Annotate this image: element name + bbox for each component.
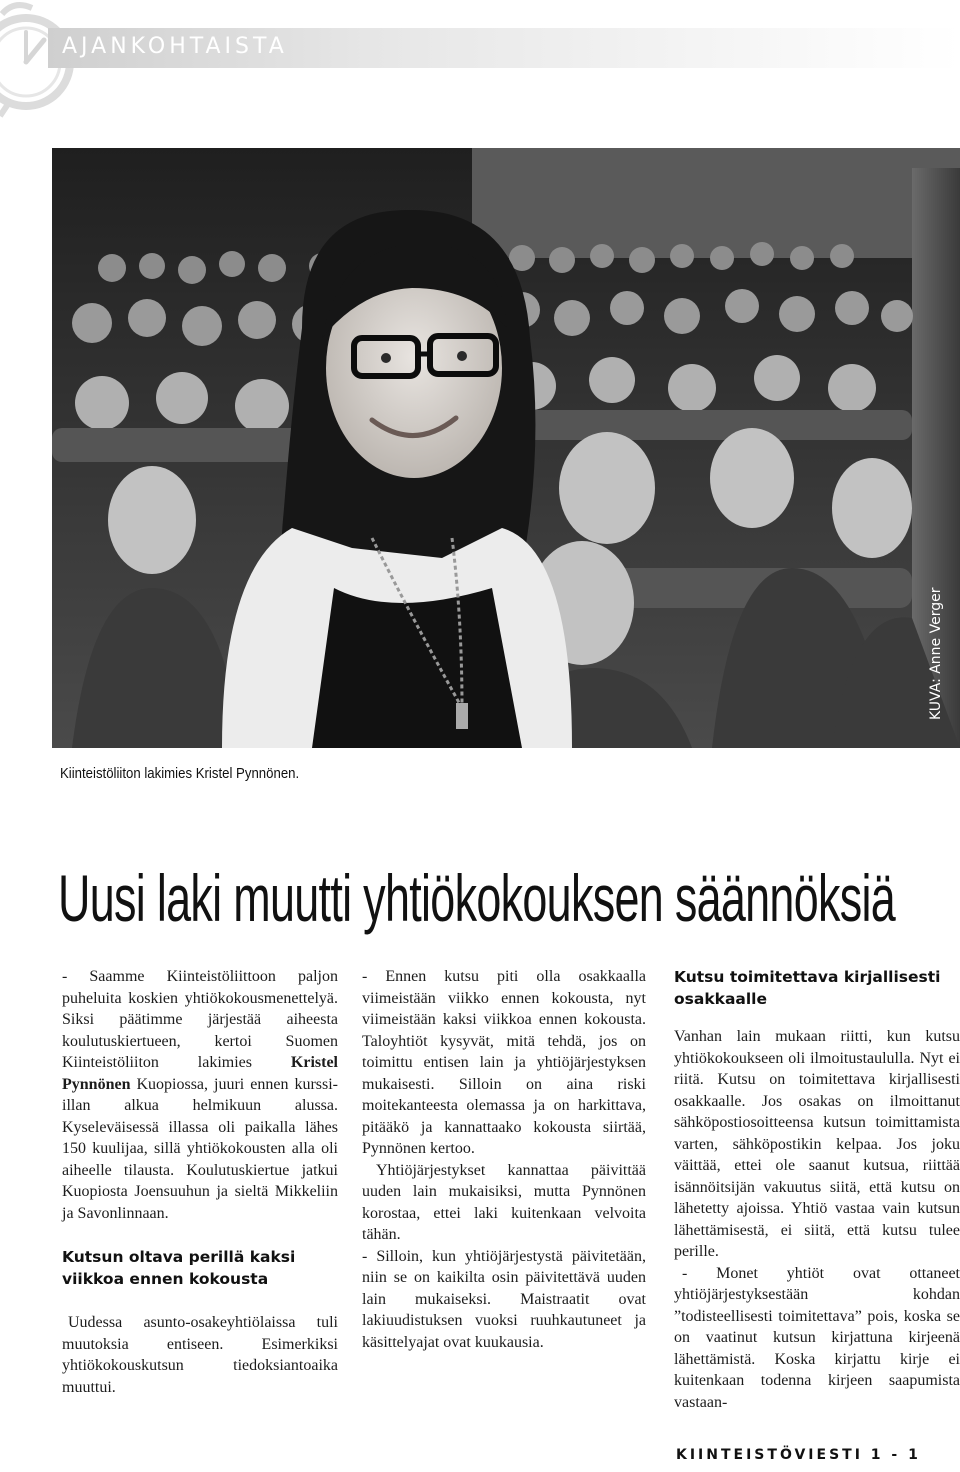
subheading: Kutsu toimitettava kirjallisesti osakkaalle — [674, 968, 941, 1008]
paragraph: - Saamme Kiinteistöliittoon paljon puheluita koskien yhtiökokousmenettelyä. Siksi päätimme järjestää aiheesta koulutuskiertueen, kertoi Suomen Kiinteistöliiton lakimies Kristel Pynnönen Kuopiossa, juuri ennen kurssi-illan alkua helmikuun alussa. Kyseleväisessä illassa oli paikalla lähes 150 kuulijaa, sillä yhtiökokousten alla oli aiheelle tilausta. Koulutuskiertue jatkui Kuopiosta Joensuuhun ja sieltä Mikkeliin ja Savonlinnaan. — [62, 968, 338, 1222]
article-headline: Uusi laki muutti yhtiökokouksen säännöksiä — [58, 861, 896, 935]
paragraph: - Silloin, kun yhtiöjärjestystä päivitetään, niin se on kaikilta osin päivitettävä uuden lain mukaiseksi. Maistraatit ovat lakiuudistuksen vuoksi ruuhkautuneet ja käsittelyajat ovat kuukausia. — [362, 1247, 646, 1351]
photo-caption: Kiinteistöliiton lakimies Kristel Pynnönen. — [60, 765, 300, 782]
person-name: Kristel Pynnönen — [62, 1054, 338, 1093]
section-label: AJANKOHTAISTA — [62, 34, 288, 59]
article-column-1 — [62, 966, 338, 1398]
subheading: Kutsun oltava perillä kaksi viikkoa ennen kokousta — [62, 1248, 296, 1288]
paragraph: Vanhan lain mukaan riitti, kun kutsu yhtiökokoukseen oli ilmoitustaululla. Nyt ei riitä. Kutsu on toimitettava kirjallisesti osakkaalle. Jos osakas on ilmoittanut sähköpostiosoitteensa kutsun toimittamista varten, sähköpostikin kelpaa. Jos joku väittää, ettei ole saanut kutsua, riittää isännöitsijän vakuutus siitä, että kutsu on lähetetty ajoissa. Yhtiö vastaa vain kutsun lähettämisestä, ei siitä, että kutsu tulee perille. — [674, 1028, 960, 1260]
article-column-2 — [362, 966, 646, 1353]
paragraph: Uudessa asunto-osakeyhtiölaissa tuli muutoksia entiseen. Esimerkiksi yhtiökokouskutsun tiedoksiantoaika muuttui. — [62, 1314, 338, 1396]
article-photo — [52, 148, 960, 748]
photo-credit: KUVA: Anne Verger — [928, 587, 944, 720]
paragraph: Yhtiöjärjestykset kannattaa päivittää uuden lain mukaisiksi, mutta Pynnönen korostaa, ettei laki kuitenkaan velvoita tähän. — [362, 1161, 646, 1243]
paragraph: - Ennen kutsu piti olla osakkaalla viimeistään viikko ennen kokousta, nyt viimeistään kaksi viikkoa ennen kokousta. Taloyhtiöt kysyvät, mitä tehdä, jos on toimittu entisen lain ja yhtiöjärjestyksen mukaisesti. Silloin on aina riski moitekanteesta olemassa ja on harkittava, pitääkö ja kannattaako kokousta siirtää, Pynnönen kertoo. — [362, 968, 646, 1157]
page-footer: KIINTEISTÖVIESTI 1 - 1 — [676, 1447, 921, 1463]
paragraph: - Monet yhtiöt ovat ottaneet yhtiöjärjestyksestään kohdan ”todisteellisesti toimitettava” pois, koska se on vaatinut kutsun kirjattuna kirjeenä lähettämistä. Koska kirjattu kirje ei kuitenkaan todenna kirjeen saapumista vastaan- — [674, 1264, 960, 1411]
article-column-3 — [674, 966, 960, 1413]
